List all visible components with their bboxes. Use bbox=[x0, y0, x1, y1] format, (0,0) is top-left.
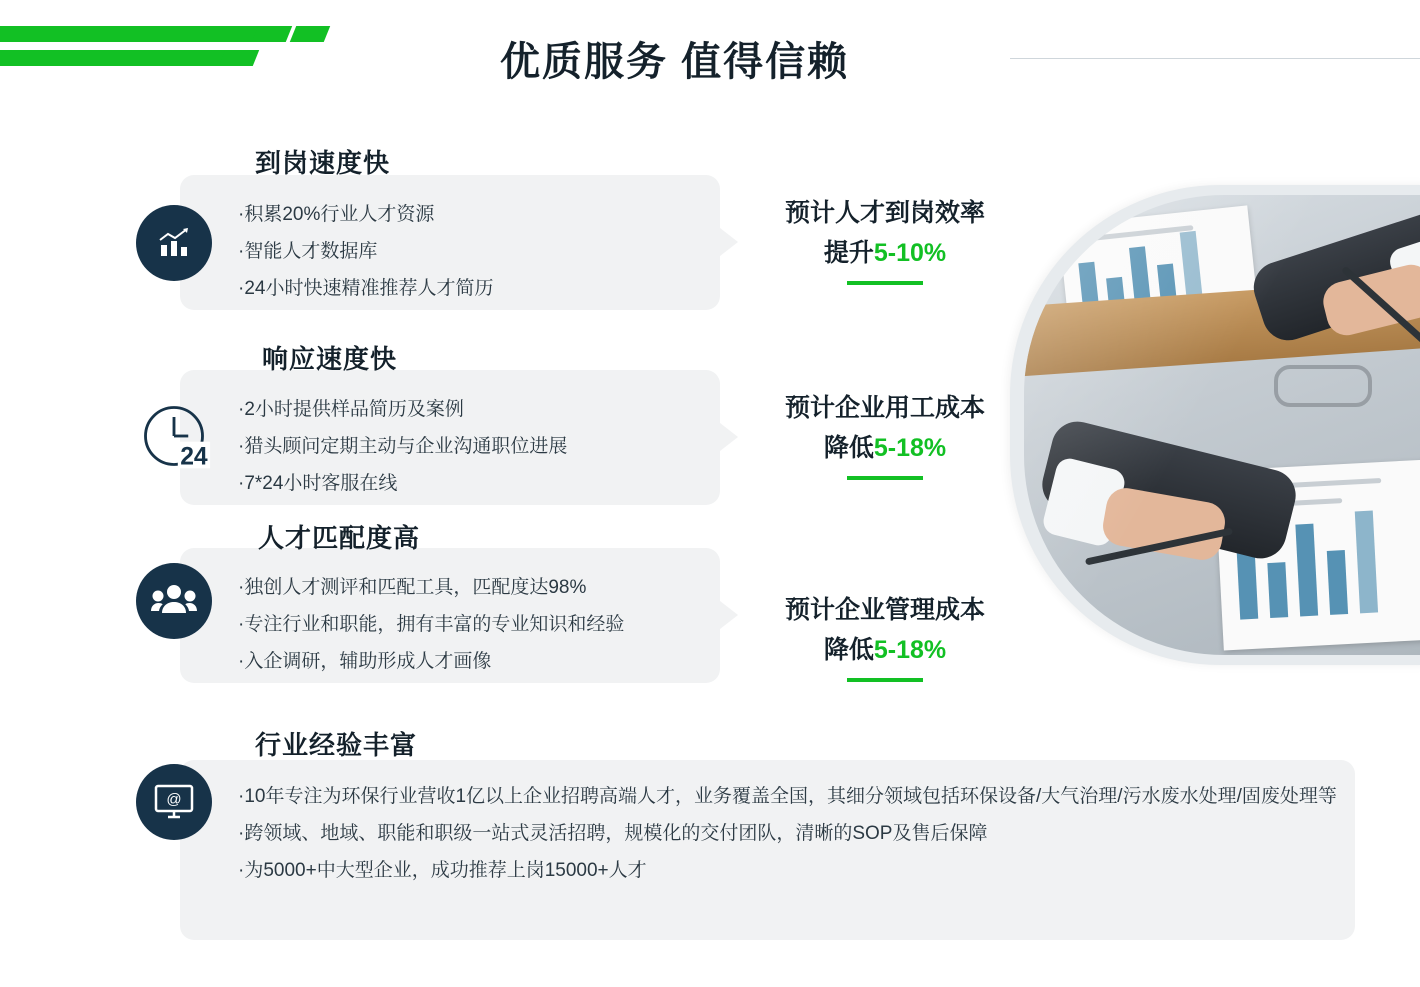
people-group-icon bbox=[136, 563, 212, 639]
feature-title-2: 响应速度快 bbox=[262, 344, 398, 374]
stat-number-3: 5-18% bbox=[873, 636, 947, 664]
stat-value-row-3 bbox=[760, 630, 1010, 666]
stripe-5 bbox=[219, 50, 259, 66]
bullet-item: ·7*24小时客服在线 bbox=[238, 473, 398, 495]
bullet-item: ·智能人才数据库 bbox=[238, 241, 378, 263]
panel-arrow-1 bbox=[720, 228, 738, 256]
bullet-item: ·跨领域、地域、职能和职级一站式灵活招聘，规模化的交付团队，清晰的SOP及售后保障 bbox=[238, 823, 988, 845]
bullet-item: ·入企调研，辅助形成人才画像 bbox=[238, 651, 492, 673]
stat-1 bbox=[760, 193, 1010, 285]
stat-2 bbox=[760, 388, 1010, 480]
stat-label-2: 预计企业用工成本 bbox=[784, 394, 985, 422]
panel-arrow-3 bbox=[720, 601, 738, 629]
bar-chart-icon bbox=[136, 205, 212, 281]
stat-value-row-1 bbox=[760, 233, 1010, 269]
page-header bbox=[0, 0, 1420, 110]
stripe-2 bbox=[0, 50, 238, 66]
stat-label-3: 预计企业管理成本 bbox=[784, 596, 985, 624]
business-meeting-photo bbox=[1010, 185, 1420, 665]
stat-value-row-2 bbox=[760, 428, 1010, 464]
panel-arrow-2 bbox=[720, 423, 738, 451]
header-divider bbox=[1010, 58, 1420, 59]
page-title: 优质服务 值得信赖 bbox=[500, 40, 850, 84]
stat-prefix-2: 降低 bbox=[823, 434, 874, 462]
bullet-item: ·专注行业和职能，拥有丰富的专业知识和经验 bbox=[238, 614, 625, 636]
stripe-1 bbox=[0, 26, 273, 42]
stat-underline-1 bbox=[847, 281, 923, 285]
stat-underline-3 bbox=[847, 678, 923, 682]
svg-text:24: 24 bbox=[180, 443, 208, 471]
feature-bullets-4 bbox=[238, 778, 1343, 889]
bullet-item: ·24小时快速精准推荐人才简历 bbox=[238, 278, 494, 300]
stripe-4 bbox=[290, 26, 330, 42]
bullet-item: ·独创人才测评和匹配工具，匹配度达98% bbox=[238, 577, 587, 598]
stat-3 bbox=[760, 590, 1010, 682]
bullet-item: ·积累20%行业人才资源 bbox=[238, 204, 435, 225]
decorative-stripes bbox=[0, 26, 340, 82]
photo-glasses bbox=[1274, 365, 1372, 407]
bullet-item: ·为5000+中大型企业，成功推荐上岗15000+人才 bbox=[238, 860, 647, 882]
feature-title-1: 到岗速度快 bbox=[255, 148, 391, 178]
feature-bullets-2 bbox=[238, 391, 567, 502]
bullet-item: ·2小时提供样品简历及案例 bbox=[238, 399, 464, 420]
stat-underline-2 bbox=[847, 476, 923, 480]
feature-title-3: 人才匹配度高 bbox=[258, 523, 421, 553]
monitor-at-icon bbox=[136, 764, 212, 840]
stat-number-2: 5-18% bbox=[873, 434, 947, 462]
bullet-item: ·10年专注为环保行业营收1亿以上企业招聘高端人才，业务覆盖全国，其细分领域包括环保设备/大气治理/污水废水处理/固废处理等 bbox=[238, 786, 1337, 807]
bullet-item: ·猎头顾问定期主动与企业沟通职位进展 bbox=[238, 436, 568, 458]
svg-text:@: @ bbox=[166, 791, 182, 808]
feature-bullets-3 bbox=[238, 569, 624, 680]
stat-prefix-1: 提升 bbox=[823, 239, 874, 267]
feature-title-4: 行业经验丰富 bbox=[255, 730, 418, 760]
feature-bullets-1 bbox=[238, 196, 493, 307]
stripe-3 bbox=[252, 26, 292, 42]
stat-label-1: 预计人才到岗效率 bbox=[784, 199, 985, 227]
stat-number-1: 5-10% bbox=[873, 239, 947, 267]
stat-prefix-3: 降低 bbox=[823, 636, 874, 664]
photo-inner bbox=[1024, 195, 1420, 655]
clock-24-icon bbox=[136, 398, 212, 474]
